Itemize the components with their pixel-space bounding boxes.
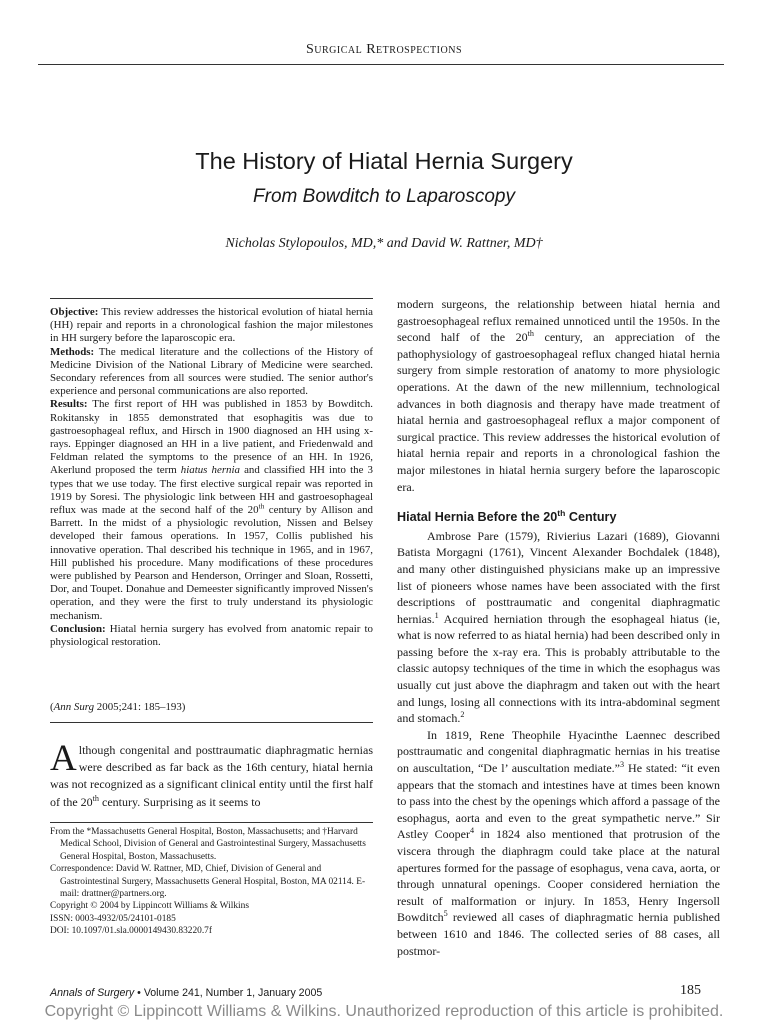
body-text: Ambrose Pare (1579), Rivierius Lazari (1689), Giovanni Batista Morgagni (1761), Vincent Alexander Bochdalek (1848), and many other distinguished physicians make up an impressive list of pioneers whose names have been associated with the first descriptions of posttraumatic and congenital diaphragmatic hernias. [397,528,720,626]
conclusion-text: Hiatal hernia surgery has evolved from anatomic repair to physiological restoration. [50,622,373,649]
copyright-notice: Copyright © Lippincott Williams & Wilkins. Unauthorized reproduction of this article is prohibited. [44,1003,724,1020]
reference-marker: 2 [460,710,465,720]
methods-text: The medical literature and the collections of the History of Medicine Division of the National Library of Medicine were searched. Secondary references from all sources were studied. The senior author's experience and personal communications are also reported. [50,345,373,398]
superscript: th [527,329,534,339]
footnote-doi: DOI: 10.1097/01.sla.0000149430.83220.7f [50,926,212,937]
body-text: reviewed all cases of diaphragmatic hernia published between 1610 and 1846. The collected series of 88 cases, all postmor- [397,910,720,958]
article-authors: Nicholas Stylopoulos, MD,* and David W. Rattner, MD† [225,236,543,251]
body-text-left-column [50,738,373,811]
page-number: 185 [680,983,701,998]
body-text: century, an appreciation of the pathophysiology of gastroesophageal reflux changed hiatal hernia surgery from simple restoration of anatomy to more physiologic operations. At the dawn of the new millennium, technological advances in both diagnosis and therapy have made treatment of hiatal hernia and gastroesophageal reflux a major component of surgical practice. This review addresses the historical evolution of hiatal hernia repair and reports in a chronological fashion the major milestones in hiatal hernia surgery before the laparoscopic era. [397,330,720,494]
abstract-results [50,398,373,622]
footnote-correspondence: Correspondence: David W. Rattner, MD, Chief, Division of General and Gastrointestinal Surgery, Massachusetts General Hospital, Boston, MA 02114. E-mail: drattner@partners.org. [50,864,366,900]
footer-journal-name: Annals of Surgery [50,987,135,999]
footer-journal-info [50,987,322,999]
reference-marker: 3 [619,760,625,770]
objective-label: Objective: [50,306,99,318]
journal-section-header: Surgical Retrospections [305,42,463,57]
abstract-rule [50,722,373,723]
body-text-right-column [397,296,720,959]
reference-marker: 1 [434,610,439,620]
body-text: lthough congenital and posttraumatic diaphragmatic hernias were described as far back as the 16th century, hiatal hernia was not recognized as a significant clinical entity until the first half of the 20 [50,743,373,809]
conclusion-label: Conclusion: [50,622,106,635]
objective-text: This review addresses the historical evolution of hiatal hernia (HH) repair and reports in a chronological fashion the major milestones in HH surgery before the laparoscopic era. [50,306,373,345]
results-text: and classified HH into the 3 types that we use today. The first elective surgical repair was reported in 1919 by Soresi. The physiologic link between HH and gastroesophageal reflux was made at the second half of the 20 [50,464,373,517]
citation-journal: Ann Surg [53,701,95,713]
results-term: hiatus hernia [180,464,240,477]
abstract-objective [50,306,373,346]
abstract-citation: (Ann Surg 2005;241: 185–193) [50,701,186,713]
paragraph [397,296,720,495]
article-subtitle: From Bowditch to Laparoscopy [253,186,515,207]
body-text: modern surgeons, the relationship between hiatal hernia and gastroesophageal reflux remained unnoticed until the 1950s. In the second half of the 20 [397,297,720,345]
results-label: Results: [50,398,88,411]
footnotes [50,822,373,938]
paragraph [397,528,720,727]
section-heading [397,509,720,526]
citation-details: 2005;241: 185–193) [94,701,186,713]
abstract-methods [50,346,373,399]
header-rule [38,64,724,65]
paragraph [397,727,720,959]
superscript: th [557,507,566,518]
superscript: th [258,501,265,511]
heading-text: Hiatal Hernia Before the 20 [397,510,558,525]
results-text: century by Allison and Barrett. In the midst of a physiologic revolution, Nissen and Belsey developed their famous operations. In 1957, Collis published his innovative operation. Thal described his technique in 1965, and in 1967, Hill published his procedure. Many modifications of these procedures were published by Pearson and Henderson, Orringer and Sloan, Rossetti, Dor, and Toupet. Donahue and Demeester significantly improved Nissen's operation, and they were the first to truly understand its physiologic mechanism. [50,504,373,622]
body-text: century. Surprising as it seems to [99,794,261,809]
reference-marker: 5 [443,909,448,919]
methods-label: Methods: [50,345,95,358]
reference-marker: 4 [469,826,475,836]
body-text: He stated: “it even appears that the stomach and intestines have at times been known to pass into the chest by the openings which afford a passage of the esophagus, aorta and even to the great sympathetic nerve.” Sir Astley Cooper [397,761,720,842]
footnote-affiliation: From the *Massachusetts General Hospital, Boston, Massachusetts; and †Harvard Medical School, Division of General and Gastrointestinal Surgery, Massachusetts General Hospital, Boston, Massachusetts. [50,827,366,862]
body-text: in 1824 also mentioned that protrusion of the viscera through the diaphragm could take place at the natural apertures formed for the passage of esophagus, vena cava, aorta, or through unnatural openings. Cooper considered herniation the result of malformation or injury. In 1853, Henry Ingersoll Bowditch [397,827,720,925]
abstract-conclusion [50,623,373,649]
superscript: th [92,793,100,803]
body-text: In 1819, Rene Theophile Hyacinthe Laennec described posttraumatic and congenital diaphragmatic hernias in his treatise on auscultation, “De l’ auscultation mediate.” [397,727,720,776]
footnote-issn: ISSN: 0003-4932/05/24101-0185 [50,913,176,924]
article-title: The History of Hiatal Hernia Surgery [195,148,573,174]
footer-issue-details: • Volume 241, Number 1, January 2005 [134,987,323,999]
results-text: The first report of HH was published in 1853 by Bowditch. Rokitansky in 1855 demonstrated that esophagitis was due to gastroesophageal reflux, and Hirsch in 1900 diagnosed an HH using x-rays. Eppinger diagnosed an HH in a live patient, and Friedenwald and Feldman related the symptoms to the presence of an HH. In 1926, Akerlund proposed the term [50,398,373,477]
heading-text: Century [565,510,617,525]
drop-cap: A [50,738,77,779]
abstract [50,298,373,649]
body-text: Acquired herniation through the esophageal hiatus (ie, what is now referred to as hiatal hernia) had been described only in passing before the x-ray era. This is probably attributable to the classic autopsy techniques of the time in which the esophagus was usually cut just above the diaphragm and taken out with the heart and lungs, losing all connections with its intra-abdominal segment and stomach. [397,611,720,726]
footnote-copyright: Copyright © 2004 by Lippincott Williams & Wilkins [50,901,249,912]
